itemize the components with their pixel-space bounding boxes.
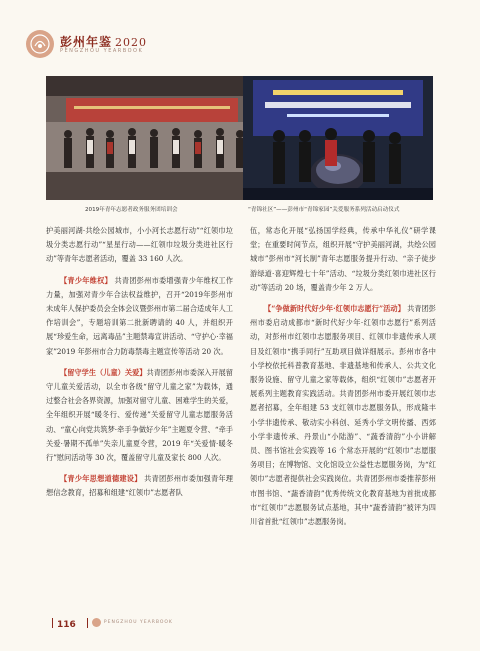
header-subtitle: PENGZHOU YEARBOOK bbox=[60, 48, 144, 54]
header-title-text: 彭州年鉴 bbox=[60, 35, 113, 49]
page-header bbox=[26, 30, 456, 62]
footer-book-name: PENGZHOU YEARBOOK bbox=[103, 620, 173, 625]
footer-divider bbox=[52, 618, 53, 628]
section-body-left-behind-children: 共青团彭州市委深入开展留守儿童关爱活动，以全市各级“留守儿童之家”为载体，通过整合社会各界资源，加强对留守儿童、困难学生的关爱，全年组织开展“暖冬行、爱传递”关爱留守儿童志愿服务活动、“童心向党共筑梦·牵手争做好少年”主题夏令营、“牵手关爱·暑期不孤单”失亲儿童夏令营，2019 年“关爱情·暖冬行”慰问活动等 30 次，覆盖留守儿童及家长 800 人次。 bbox=[46, 367, 233, 463]
page-number: 116 bbox=[57, 620, 76, 630]
training-meeting-photo bbox=[46, 76, 258, 200]
right-photo-caption: “青锦社区”——彭州市“青锦家园”关爱服务系列活动启动仪式 bbox=[248, 207, 400, 213]
paragraph-left-behind-children bbox=[46, 366, 233, 465]
footer-divider-2 bbox=[87, 618, 88, 628]
section-tag-left-behind-children: 【留守学生（儿童）关爱】 bbox=[60, 367, 147, 377]
paragraph-moral-education bbox=[46, 472, 233, 500]
yearbook-logo-icon bbox=[26, 30, 54, 58]
section-body-moral-education: 共青团彭州市委加强青年理想信念教育，招募和组建“红领巾”志愿者队 bbox=[46, 474, 233, 498]
paragraph-red-scarf-campaign bbox=[250, 302, 436, 529]
page-footer bbox=[46, 612, 246, 630]
paragraph-volunteer-team: 伍，常态化开展“弘扬国学经典，传承中华礼仪”研学课堂；在重要时间节点，组织开展“守护美丽河湖，共绘公园城市”彭州市“河长制”青年志愿服务提升行动、“亲子徒步游绿道·喜迎辉煌七十年”活动、“垃圾分类红领巾进社区行动”等活动 20 场，覆盖青少年 2 万人。 bbox=[250, 226, 436, 292]
header-year: 2020 bbox=[115, 36, 148, 49]
left-photo-caption: 2019年青年志愿者政务服务团培训会 bbox=[85, 207, 178, 213]
right-text-column bbox=[250, 224, 436, 536]
paragraph-youth-rights bbox=[46, 274, 233, 359]
section-body-youth-rights: 共青团彭州市委增强青少年维权工作力量，加强对青少年合法权益维护，召开“2019年彭州市未成年人保护委员会全体会议暨彭州市第二届合适成年人工作培训会”，专题培训第二批新聘请的 40 人，并组织开展“珍爱生命，远离毒品”主题禁毒宣讲活动、“守护心·幸福家”2019 年彭州市合力防毒禁毒主题宣传等活动 20 次。 bbox=[46, 275, 233, 356]
section-tag-youth-rights: 【青少年维权】 bbox=[60, 275, 112, 285]
section-tag-moral-education: 【青少年思想道德建设】 bbox=[60, 474, 142, 484]
footer-logo-icon bbox=[92, 618, 101, 627]
launch-ceremony-photo bbox=[243, 76, 433, 200]
left-text-column bbox=[46, 224, 233, 508]
section-body-red-scarf-campaign: 共青团彭州市委启动成都市“新时代好少年·红领巾志愿行”系列活动，对彭州市红领巾志愿服务项目、红领巾非遗传承人项目及红领巾“携手同行”互助项目做详细展示。彭州市各中小学校依托科普教育基地、非遗基地和传承人、公共文化服务设施、留守儿童之家等载体，组织“红领巾”志愿者开展系列主题教育实践活动。共青团彭州市委开展红领巾志愿者招募，全年组建 53 支红领巾志愿服务队，形成隆丰小学非遗传承、敬动实小科创、延秀小学文明传播、西郊小学非遗传承、丹景山“小陆游”、“蔬香清韵”小小讲解员、图书馆社会实践等 16 个常态开展的“红领巾”志愿服务项目；在博物馆、文化馆设立公益性志愿服务岗，为“红领巾”志愿者提供社会实践岗位。共青团彭州市委推荐彭州市图书馆、“蔬香清韵”优秀传统文化教育基地为首批成都市“红领巾”志愿服务试点基地，其中“蔬香清韵”被评为四川省首批“红领巾”志愿服务岗。 bbox=[250, 304, 436, 527]
section-tag-red-scarf-campaign: 【“争做新时代好少年·红领巾志愿行”活动】 bbox=[264, 304, 405, 314]
paragraph-volunteer-activities: 护美丽河湖·共绘公园城市，小小河长志愿行动”“红领巾垃圾分类志愿行动”“星星行动——红领巾垃圾分类进社区行动”等青年志愿者活动，覆盖 33 160 人次。 bbox=[46, 226, 233, 264]
